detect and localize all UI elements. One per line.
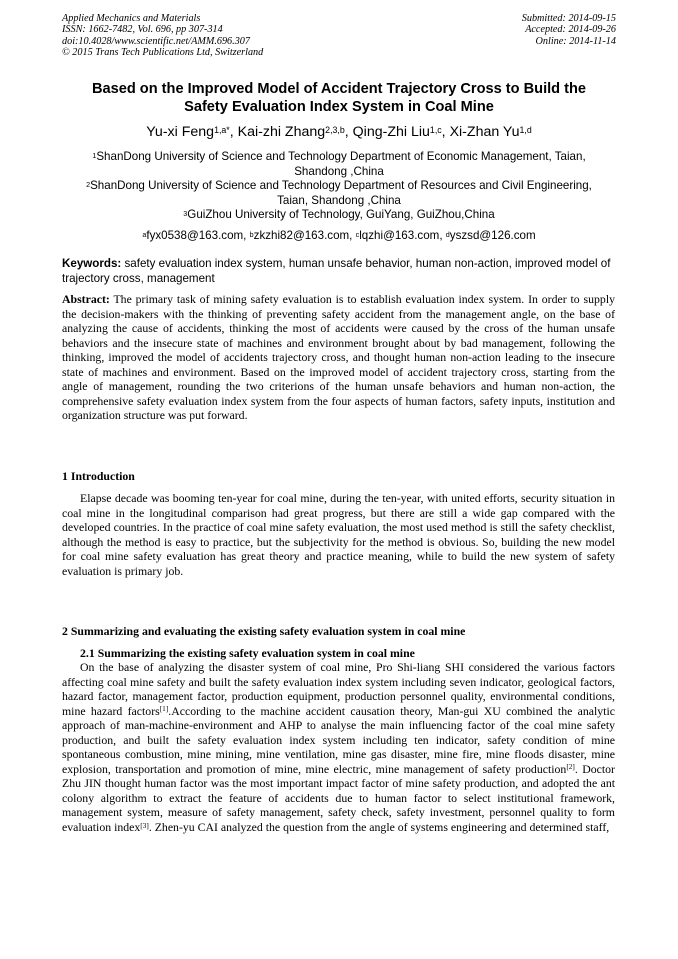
paragraph-text: . Doctor Zhu JIN thought human factor was the most important impact factor of mine safety production, and adopted the ant colony algorithm to extract the feature of accidents due to human factor to select institutional framework, management system, measure of safety management, safety check, safety investment, personnel quality to form evaluation index [62,761,615,835]
email-address[interactable]: lqzhi@163.com, [359,229,446,242]
keywords-text: safety evaluation index system, human unsafe behavior, human non-action, improved model of trajectory cross, management [62,257,611,285]
affiliation-text: Taian, Shandong ,China [277,193,401,207]
author-name: Xi-Zhan Yu [449,124,520,140]
section-heading-introduction: 1 Introduction [62,469,135,483]
abstract-text: The primary task of mining safety evaluation is to establish evaluation index system. In order to supply the decision-makers with the thinking of preventing safety accident from the management angle, on the base of analyzing the cause of accidents, thinking the most of accidents were caused by the cross of the human unsafe behaviors and the insecure state of machines and environment brought about by bad management, following the thinking, improved the model of accidents trajectory cross, and thought human non-action leading to the insecure state of machines and environment. Based on the improved model of accident trajectory cross, starting from the angle of management, rounding the two criterions of the human unsafe behaviors and human non-action, the comprehensive safety evaluation index system from the four aspects of human factors, safety inputs, institution and organization structure was put forward. [62,292,615,423]
affiliation-3 [40,208,638,223]
author-name: Qing-Zhi Liu [352,124,430,140]
online-date: Online: 2014-11-14 [535,35,616,47]
submitted-date: Submitted: 2014-09-15 [521,13,616,24]
affiliation-1 [40,150,638,179]
author-name: Yu-xi Feng [146,124,215,140]
journal-info-block [62,13,263,59]
author-list [40,123,638,141]
citation-ref-3[interactable]: [3] [140,820,149,830]
copyright-line: © 2015 Trans Tech Publications Ltd, Switzerland [62,47,264,59]
author-emails [40,229,638,244]
issn-volume-pages: ISSN: 1662-7482, Vol. 696, pp 307-314 [62,24,223,36]
introduction-paragraph: Elapse decade was booming ten-year for coal mine, during the ten-year, with united efforts, security situation in coal mine in the longitudinal comparison had great progress, but there are still a wide gap compared with the developed countries. In the practice of coal mine safety evaluation, the most used method is still the safety checklist, although the method is easy to practice, but the subjectivity for the method is obvious. So, building the new model for coal mine safety evaluation has great theory and practice meaning, while to build the new system of safety evaluation is primary job. [62,491,615,578]
section-2-1-paragraph [62,660,615,835]
author-affiliation-marker: 2,3,b [325,125,345,136]
author-separator: , [344,124,353,140]
email-marker: a [142,229,147,239]
author-affiliation-marker: 1,a* [214,125,230,136]
title-line-1: Based on the Improved Model of Accident Trajectory Cross to Build the [91,81,587,97]
affiliation-2 [40,179,638,208]
abstract-paragraph [62,292,615,423]
author-affiliation-marker: 1,d [519,125,532,136]
paragraph-text: On the base of analyzing the disaster system of coal mine, Pro Shi-liang SHI considered the various factors affecting coal mine safety and built the safety evaluation index system including seven indicator, geological factors, hazard factor, management factor, production equipment, production personnel quality, environmental conditions, mine hazard factors [62,660,615,718]
doi-link[interactable]: doi:10.4028/www.scientific.net/AMM.696.307 [62,35,250,47]
affiliation-marker: 2 [86,179,91,189]
email-marker: c [355,229,360,239]
affiliation-marker: 3 [183,208,188,218]
author-separator: , [229,124,238,140]
citation-ref-1[interactable]: [1] [159,704,169,714]
author-affiliation-marker: 1,c [429,125,442,136]
author-name: Kai-zhi Zhang [237,124,326,140]
affiliation-text: ShanDong University of Science and Technology Department of Economic Management, Taian, [96,150,586,163]
affiliation-marker: 1 [92,150,97,160]
paragraph-text: . Zhen-yu CAI analyzed the question from the angle of systems engineering and determined staff, [148,820,610,835]
affiliation-text: Shandong ,China [294,164,384,178]
accepted-date: Accepted: 2014-09-26 [525,24,616,36]
email-address[interactable]: zkzhi82@163.com, [253,229,356,242]
publication-dates-block [522,13,616,47]
email-marker: d [445,229,450,239]
journal-name: Applied Mechanics and Materials [62,13,201,24]
paragraph-text: .According to the machine accident causation theory, Man-gui XU combined the analytic approach of man-machine-environment and AHP to analyse the main influencing factor of the coal mine safety production, and built the safety evaluation index system including ten indicator, safety condition of mine spontaneous combustion, mine mining, mine ventilation, mine gas disaster, mine fire, mine floods disaster, mine explosion, transportation and promotion of mine, mine electric, mine management of safety production [62,703,615,776]
title-line-2: Safety Evaluation Index System in Coal Mine [184,99,494,115]
paper-title [40,80,638,116]
affiliation-text: ShanDong University of Science and Technology Department of Resources and Civil Engineering, [90,179,592,192]
email-address[interactable]: fyx0538@163.com, [146,229,250,242]
email-address[interactable]: yszsd@126.com [449,229,536,242]
section-heading-2: 2 Summarizing and evaluating the existing safety evaluation system in coal mine [62,624,466,638]
email-marker: b [249,229,254,239]
abstract-label: Abstract: [62,292,110,306]
keywords-paragraph [62,257,615,286]
citation-ref-2[interactable]: [2] [566,762,575,772]
keywords-label: Keywords: [62,257,122,270]
author-separator: , [441,124,450,140]
subsection-heading-2-1: 2.1 Summarizing the existing safety evaluation system in coal mine [80,646,415,660]
affiliation-text: GuiZhou University of Technology, GuiYang, GuiZhou,China [187,208,495,221]
